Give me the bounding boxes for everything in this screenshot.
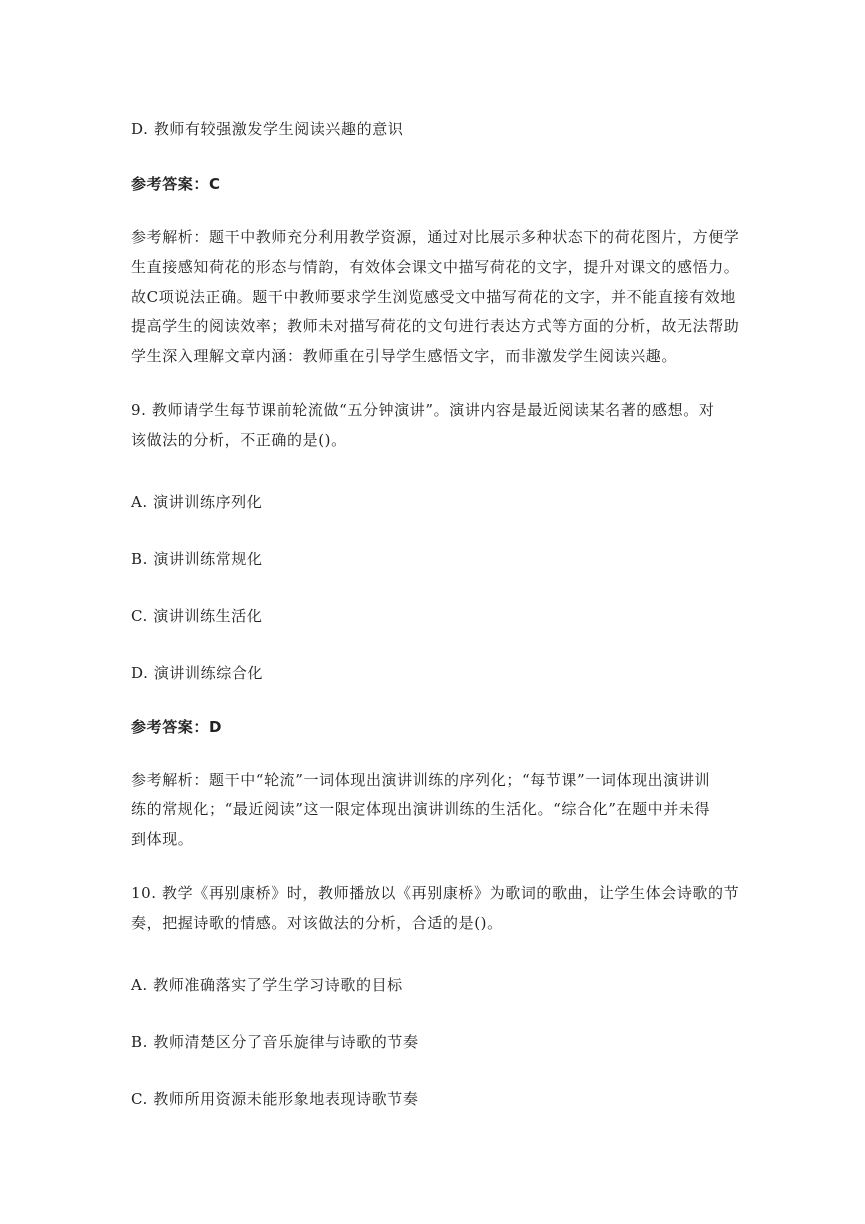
q10-option-b: B. 教师清楚区分了音乐旋律与诗歌的节奏 bbox=[131, 1033, 419, 1051]
analysis-line: 到体现。 bbox=[131, 830, 194, 848]
q8-answer: 参考答案：C bbox=[131, 175, 221, 193]
q9-option-b: B. 演讲训练常规化 bbox=[131, 550, 263, 568]
analysis-line: 练的常规化；“最近阅读”这一限定体现出演讲训练的生活化。“综合化”在题中并未得 bbox=[131, 800, 711, 818]
question-stem-line: 该做法的分析，不正确的是()。 bbox=[131, 431, 347, 449]
question-stem-line: 奏，把握诗歌的情感。对该做法的分析，合适的是()。 bbox=[131, 914, 503, 932]
q9-option-d: D. 演讲训练综合化 bbox=[131, 664, 264, 682]
analysis-line: 故C项说法正确。题干中教师要求学生浏览感受文中描写荷花的文字，并不能直接有效地 bbox=[131, 288, 736, 306]
q9-answer: 参考答案：D bbox=[131, 718, 223, 736]
analysis-line: 参考解析：题干中教师充分利用教学资源，通过对比展示多种状态下的荷花图片，方便学 bbox=[131, 228, 740, 246]
analysis-line: 生直接感知荷花的形态与情韵，有效体会课文中描写荷花的文字，提升对课文的感悟力。 bbox=[131, 258, 740, 276]
q10-option-a: A. 教师准确落实了学生学习诗歌的目标 bbox=[131, 976, 403, 994]
question-stem-line: 9. 教师请学生每节课前轮流做“五分钟演讲”。演讲内容是最近阅读某名著的感想。对 bbox=[131, 401, 715, 419]
q9-option-a: A. 演讲训练序列化 bbox=[131, 493, 263, 511]
q10-option-c: C. 教师所用资源未能形象地表现诗歌节奏 bbox=[131, 1090, 419, 1108]
question-stem-line: 10. 教学《再别康桥》时，教师播放以《再别康桥》为歌词的歌曲，让学生体会诗歌的节 bbox=[131, 884, 740, 902]
analysis-line: 提高学生的阅读效率；教师未对描写荷花的文句进行表达方式等方面的分析，故无法帮助 bbox=[131, 317, 740, 335]
analysis-line: 学生深入理解文章内涵：教师重在引导学生感悟文字，而非激发学生阅读兴趣。 bbox=[131, 347, 678, 365]
q9-option-c: C. 演讲训练生活化 bbox=[131, 607, 263, 625]
q8-option-d: D. 教师有较强激发学生阅读兴趣的意识 bbox=[131, 120, 404, 138]
analysis-line: 参考解析：题干中“轮流”一词体现出演讲训练的序列化；“每节课”一词体现出演讲训 bbox=[131, 771, 711, 789]
